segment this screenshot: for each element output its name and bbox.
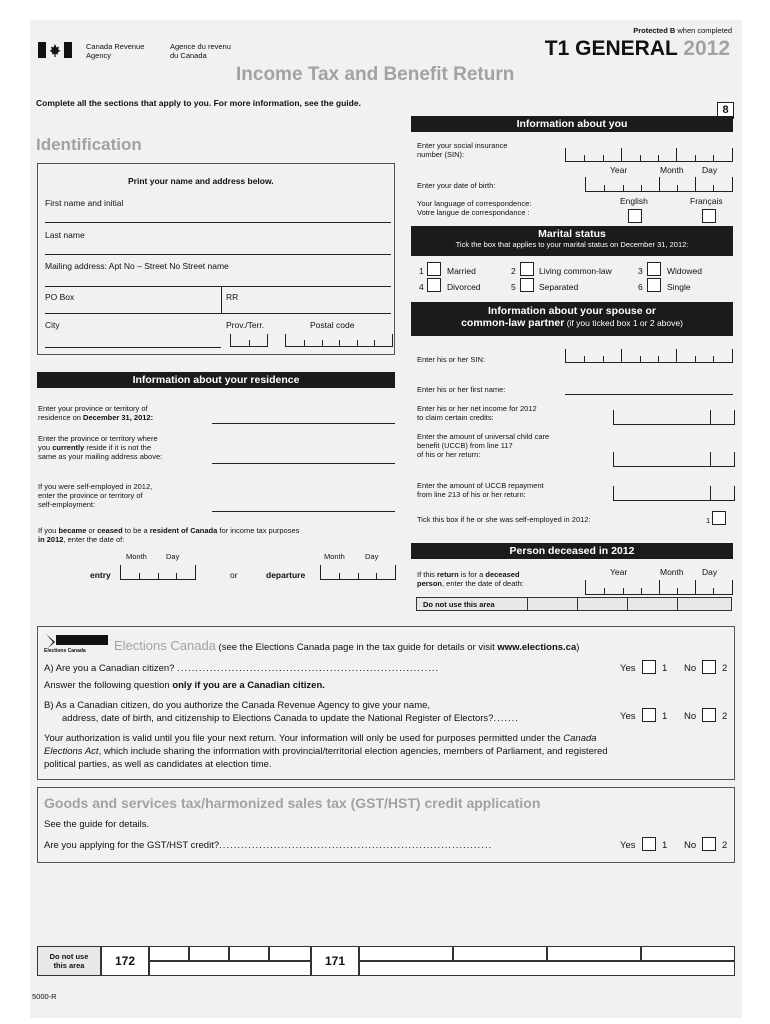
form-number: 5000-R [32, 992, 57, 1001]
marital-subheading: Tick the box that applies to your marital status on December 31, 2012: [455, 240, 689, 249]
residence-heading: Information about your residence [37, 372, 395, 388]
gst-heading: Goods and services tax/harmonized sales tax (GST/HST) credit application [44, 795, 541, 811]
deceased-do-not-use-area [416, 597, 732, 611]
spouse-uccb-repayment-label: Enter the amount of UCCB repayment from line 213 of his or her return: [417, 481, 544, 499]
spouse-first-name-field[interactable] [565, 394, 733, 395]
marital-option-3: 3 [638, 266, 643, 276]
gst-no-label: No [684, 840, 697, 851]
mailing-address-field[interactable] [45, 286, 391, 287]
dob-month-label: Month [660, 165, 684, 175]
elections-canada-logo [44, 632, 110, 659]
authorize-question-line2: address, date of birth, and citizenship to Elections Canada to update the National Register of Electors?....... [62, 713, 519, 724]
authorize-no-label: No [684, 711, 697, 722]
footer-cell [641, 946, 735, 961]
gst-yes-num: 1 [662, 840, 668, 851]
francais-checkbox[interactable] [702, 209, 716, 223]
spouse-repayment-field[interactable] [613, 486, 735, 501]
gst-see-guide: See the guide for details. [44, 819, 150, 830]
authorize-yes-checkbox[interactable] [642, 708, 656, 722]
marital-option-5: 5 [511, 282, 516, 292]
dob-label: Enter your date of birth: [417, 181, 496, 190]
marital-option-6: 6 [638, 282, 643, 292]
footer-cell [229, 946, 269, 961]
divider [677, 598, 678, 610]
english-checkbox[interactable] [628, 209, 642, 223]
city-label: City [45, 320, 60, 330]
divider [527, 598, 528, 610]
married-checkbox[interactable] [427, 262, 441, 276]
authorize-yes-label: Yes [620, 711, 636, 722]
citizen-yes-num: 1 [662, 663, 668, 674]
gst-no-checkbox[interactable] [702, 837, 716, 851]
marital-option-1: 1 [419, 266, 424, 276]
footer-cell [269, 946, 311, 961]
po-box-rr-field[interactable] [45, 313, 391, 314]
last-name-label: Last name [45, 230, 85, 240]
citizen-yes-label: Yes [620, 663, 636, 674]
marital-panel-header [411, 226, 733, 256]
divider [221, 286, 222, 314]
postal-code-field[interactable] [285, 334, 393, 347]
form-page [30, 20, 742, 1018]
gst-yes-checkbox[interactable] [642, 837, 656, 851]
entry-day-label: Day [166, 552, 180, 561]
instructions: Complete all the sections that apply to you. For more information, see the guide. [36, 98, 361, 108]
or-label: or [230, 570, 238, 580]
spouse-heading: Information about your spouse or [487, 305, 656, 317]
answer-only-if-citizen: Answer the following question only if you are a Canadian citizen. [44, 680, 325, 691]
single-label: Single [667, 282, 691, 292]
about-you-heading: Information about you [411, 116, 733, 132]
separated-checkbox[interactable] [520, 278, 534, 292]
return-title: Income Tax and Benefit Return [236, 64, 515, 85]
first-name-label: First name and initial [45, 198, 124, 208]
spouse-self-employed-checkbox[interactable] [712, 511, 726, 525]
francais-label: Français [690, 196, 723, 206]
logo-text: Elections Canada [44, 648, 86, 654]
province-residence-field[interactable] [212, 423, 395, 424]
identification-heading: Identification [36, 135, 142, 154]
common-law-label: Living common-law [539, 266, 612, 276]
entry-label: entry [90, 570, 111, 580]
box-number: 8 [717, 102, 734, 119]
divider [577, 598, 578, 610]
footer-do-not-use: Do not use this area [37, 946, 101, 976]
spouse-first-name-label: Enter his or her first name: [417, 385, 506, 394]
prov-label: Prov./Terr. [226, 320, 265, 330]
entry-month-label: Month [126, 552, 147, 561]
gst-no-num: 2 [722, 840, 728, 851]
death-day-label: Day [702, 567, 718, 577]
do-not-use-label: Do not use this area [423, 600, 495, 609]
print-name-label: Print your name and address below. [128, 176, 274, 186]
postal-code-label: Postal code [310, 320, 355, 330]
city-field[interactable] [45, 347, 221, 348]
authorize-no-num: 2 [722, 711, 728, 722]
citizen-question: A) Are you a Canadian citizen? ........................................................................ [44, 663, 440, 674]
deceased-label: If this return is for a deceased person, enter the date of death: [417, 570, 524, 588]
gst-yes-label: Yes [620, 840, 636, 851]
spouse-net-income-field[interactable] [613, 410, 735, 425]
canada-flag-icon [38, 42, 72, 63]
dob-day-label: Day [702, 165, 718, 175]
spouse-sin-label: Enter his or her SIN: [417, 355, 485, 364]
widowed-checkbox[interactable] [647, 262, 661, 276]
agency-name-en: Canada Revenue Agency [86, 42, 145, 60]
footer-code-171: 171 [311, 946, 359, 976]
marital-heading: Marital status [538, 228, 606, 240]
spouse-uccb-field[interactable] [613, 452, 735, 467]
common-law-checkbox[interactable] [520, 262, 534, 276]
deceased-heading: Person deceased in 2012 [411, 543, 733, 559]
divorced-label: Divorced [447, 282, 481, 292]
single-checkbox[interactable] [647, 278, 661, 292]
citizen-no-num: 2 [722, 663, 728, 674]
footer-cell [359, 961, 735, 976]
footer-cell [547, 946, 641, 961]
spouse-self-employed-label: Tick this box if he or she was self-employed in 2012: [417, 515, 591, 524]
footer-cell [149, 961, 311, 976]
elections-heading: Elections Canada (see the Elections Canada page in the tax guide for details or visit www.elections.ca) [114, 638, 580, 653]
footer-code-172: 172 [101, 946, 149, 976]
departure-date-field[interactable] [320, 565, 396, 580]
separated-label: Separated [539, 282, 579, 292]
marital-option-4: 4 [419, 282, 424, 292]
divorced-checkbox[interactable] [427, 278, 441, 292]
sin-label: Enter your social insurance number (SIN): [417, 141, 508, 159]
authorize-question-line1: B) As a Canadian citizen, do you authorize the Canada Revenue Agency to give your name, [44, 700, 431, 711]
entry-date-field[interactable] [120, 565, 196, 580]
sin-field[interactable] [565, 148, 733, 162]
footer-cell [149, 946, 189, 961]
current-residence-label: Enter the province or territory where you currently reside if it is not the same as your mailing address above: [38, 434, 163, 461]
province-field[interactable] [230, 334, 268, 347]
rr-label: RR [226, 292, 239, 302]
self-employment-field[interactable] [212, 511, 395, 512]
authorize-yes-num: 1 [662, 711, 668, 722]
death-year-label: Year [610, 567, 628, 577]
authorize-no-checkbox[interactable] [702, 708, 716, 722]
citizen-yes-checkbox[interactable] [642, 660, 656, 674]
current-residence-field[interactable] [212, 463, 395, 464]
footer-cell [453, 946, 547, 961]
first-name-field[interactable] [45, 222, 391, 223]
spouse-sin-field[interactable] [565, 349, 733, 363]
gst-question: Are you applying for the GST/HST credit?........................................................................... [44, 840, 493, 851]
language-label: Your language of correspondence: Votre langue de correspondance : [417, 199, 532, 217]
departure-month-label: Month [324, 552, 345, 561]
protected-label: Protected B when completed [633, 26, 732, 35]
footer-cell [359, 946, 453, 961]
spouse-uccb-label: Enter the amount of universal child care benefit (UCCB) from line 117 of his or her return: [417, 432, 550, 459]
marital-option-2: 2 [511, 266, 516, 276]
widowed-label: Widowed [667, 266, 702, 276]
province-residence-label: Enter your province or territory of residence on December 31, 2012: [38, 404, 154, 422]
departure-day-label: Day [365, 552, 379, 561]
citizen-no-label: No [684, 663, 697, 674]
form-title: T1 GENERAL 2012 [544, 37, 730, 60]
agency-name-fr: Agence du revenu du Canada [170, 42, 231, 60]
last-name-field[interactable] [45, 254, 391, 255]
self-employment-label: If you were self-employed in 2012, enter the province or territory of self-employment: [38, 482, 153, 509]
death-date-field[interactable] [585, 580, 733, 595]
mailing-address-label: Mailing address: Apt No – Street No Street name [45, 261, 229, 271]
dob-year-label: Year [610, 165, 628, 175]
spouse-net-income-label: Enter his or her net income for 2012 to claim certain credits: [417, 404, 537, 422]
residency-dates-label: If you became or ceased to be a resident of Canada for income tax purposes in 2012, enter the date of: [38, 526, 300, 544]
spouse-panel-header [411, 302, 733, 336]
married-label: Married [447, 266, 476, 276]
divider [627, 598, 628, 610]
footer-cell [189, 946, 229, 961]
po-box-label: PO Box [45, 292, 75, 302]
authorization-notice: Your authorization is valid until you file your next return. Your information will only be used for purposes permitted under the Canada Elections Act, which include sharing the information with provincial/territorial election agencies, members of Parliament, and registered political parties, as well as candidates at election time. [44, 733, 608, 770]
english-label: English [620, 196, 648, 206]
citizen-no-checkbox[interactable] [702, 660, 716, 674]
spouse-self-employed-num: 1 [706, 516, 711, 525]
dob-field[interactable] [585, 177, 733, 192]
death-month-label: Month [660, 567, 684, 577]
spouse-heading-2: common-law partner (if you ticked box 1 or 2 above) [461, 317, 683, 329]
departure-label: departure [266, 570, 306, 580]
